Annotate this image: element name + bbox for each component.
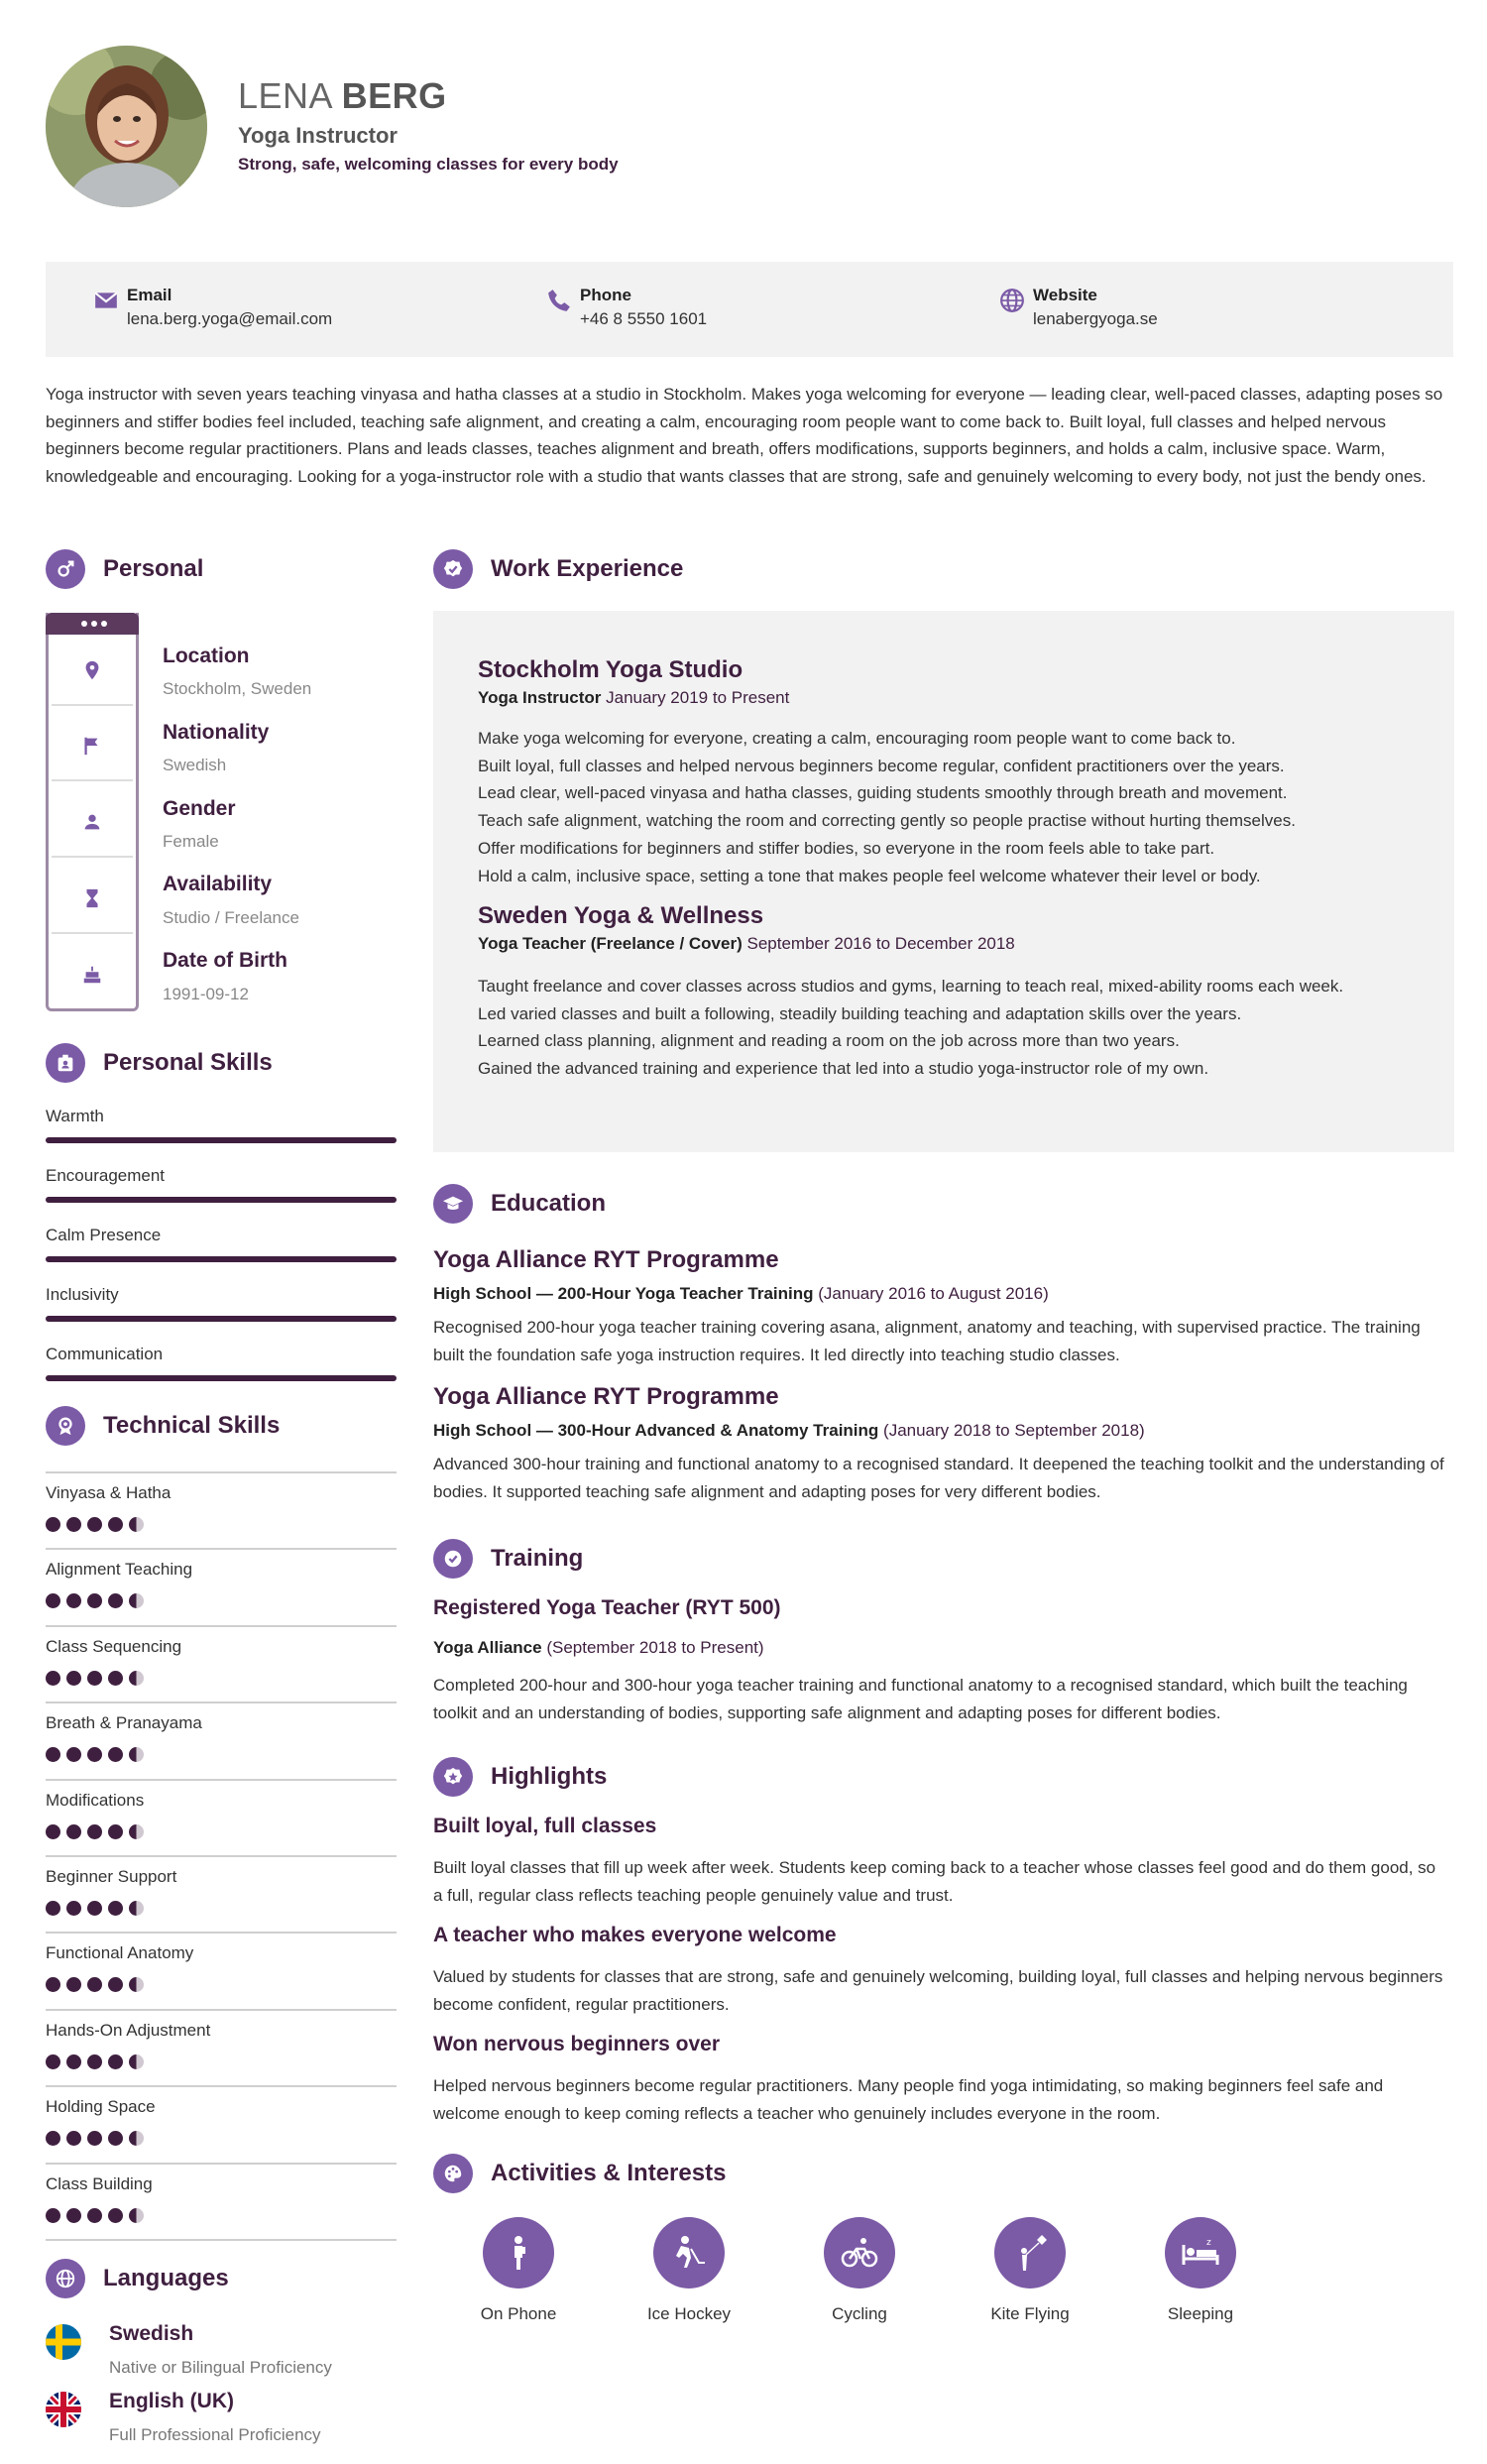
bed-icon	[1165, 2217, 1236, 2288]
technical-skill-name: Class Sequencing	[46, 1637, 182, 1656]
education-meta	[433, 1284, 1049, 1304]
job-role: Yoga Teacher (Freelance / Cover)	[478, 934, 743, 953]
website-label: Website	[1033, 286, 1097, 304]
person-icon	[52, 788, 133, 858]
job-title: Yoga Instructor	[238, 123, 398, 148]
education-dates: (January 2018 to September 2018)	[883, 1421, 1145, 1440]
phone-value[interactable]: +46 8 5550 1601	[580, 309, 708, 328]
personal-skill-bar	[46, 1375, 397, 1381]
dob-label: Date of Birth	[163, 949, 287, 972]
ice-hockey-icon	[653, 2217, 725, 2288]
training-description: Completed 200-hour and 300-hour yoga teacher training and functional anatomy to a recognised standard, which built the teaching toolkit and an understanding of bodies, supporting safe alignment and adapting poses for different bodies.	[433, 1676, 1408, 1722]
flag-icon	[52, 712, 133, 781]
star-badge-icon	[433, 1757, 473, 1797]
gender-value: Female	[163, 832, 219, 851]
rating-dot	[129, 2054, 144, 2069]
personal-skill-name: Inclusivity	[46, 1285, 119, 1304]
job-bullet: Make yoga welcoming for everyone, creating a calm, encouraging room people want to come back to.	[478, 729, 1236, 748]
training-heading: Training	[491, 1545, 584, 1572]
highlight-description: Valued by students for classes that are strong, safe and genuinely welcoming, building loyal, full classes and helping nervous beginners become confident, regular practitioners.	[433, 1967, 1443, 2014]
education-level: High School — 300-Hour Advanced & Anatomy Training	[433, 1421, 879, 1440]
job-bullet: Led varied classes and built a following, steadily building teaching and adaptation skills over the years.	[478, 1003, 1242, 1023]
rating-dot	[66, 2131, 81, 2146]
job-company: Sweden Yoga & Wellness	[478, 902, 764, 929]
website-value[interactable]: lenabergyoga.se	[1033, 309, 1158, 328]
interest-kite-flying	[961, 2217, 1099, 2324]
email-value[interactable]: lena.berg.yoga@email.com	[127, 309, 333, 328]
interests-section-header	[433, 2154, 726, 2193]
job-bullets	[478, 725, 1390, 889]
globe-icon	[999, 288, 1025, 313]
rating-dot	[66, 1977, 81, 1992]
checkmark-badge-icon	[433, 1539, 473, 1579]
technical-skill-name: Vinyasa & Hatha	[46, 1483, 172, 1502]
resume-header	[46, 46, 1443, 209]
rating-dot	[129, 1901, 144, 1916]
skill-divider	[46, 1471, 397, 1473]
skill-rating	[46, 2054, 150, 2069]
rating-dot	[46, 1901, 60, 1916]
rating-dot	[46, 2131, 60, 2146]
interest-label: Ice Hockey	[646, 2304, 732, 2323]
skill-divider	[46, 1855, 397, 1857]
nationality-label: Nationality	[163, 721, 270, 744]
rating-dot	[108, 1517, 123, 1532]
interest-label: Kite Flying	[990, 2304, 1070, 2323]
verified-badge-icon	[433, 549, 473, 589]
skill-divider	[46, 2085, 397, 2087]
rating-dot	[87, 1517, 102, 1532]
award-icon	[46, 1406, 85, 1446]
rating-dot	[129, 2208, 144, 2223]
personal-skill-name: Warmth	[46, 1107, 104, 1125]
rating-dot	[46, 1671, 60, 1686]
rating-dot	[108, 1747, 123, 1762]
technical-skill-name: Breath & Pranayama	[46, 1713, 202, 1732]
rating-dot	[87, 1671, 102, 1686]
interests-heading: Activities & Interests	[491, 2160, 727, 2186]
skill-rating	[46, 1593, 150, 1608]
location-value: Stockholm, Sweden	[163, 679, 312, 698]
last-name: BERG	[341, 75, 447, 116]
rating-dot	[129, 2131, 144, 2146]
education-level: High School — 200-Hour Yoga Teacher Training	[433, 1284, 814, 1303]
interest-label: On Phone	[480, 2304, 557, 2323]
dob-value: 1991-09-12	[163, 985, 249, 1003]
personal-skill-name: Encouragement	[46, 1166, 166, 1185]
job-meta	[478, 688, 789, 708]
rating-dot	[87, 1747, 102, 1762]
rating-dot	[87, 2054, 102, 2069]
highlight-description: Built loyal classes that fill up week after week. Students keep coming back to a teacher whose classes feel good and do them good, so a full, regular class reflects teaching people genuinely value and trust.	[433, 1858, 1436, 1905]
education-heading: Education	[491, 1190, 607, 1217]
rating-dot	[46, 2208, 60, 2223]
tagline: Strong, safe, welcoming classes for every body	[238, 155, 619, 174]
phone-icon	[546, 288, 572, 313]
rating-dot	[46, 1977, 60, 1992]
personal-panel-topbar	[46, 613, 139, 635]
language-level: Native or Bilingual Proficiency	[109, 2358, 332, 2377]
skill-divider	[46, 2239, 397, 2241]
rating-dot	[129, 1977, 144, 1992]
job-bullet: Built loyal, full classes and helped nervous beginners become regular, confident practitioners over the years.	[478, 756, 1285, 775]
personal-skill-bar	[46, 1256, 397, 1262]
svg-text:z: z	[1206, 2238, 1211, 2248]
rating-dot	[108, 2054, 123, 2069]
highlight-description: Helped nervous beginners become regular practitioners. Many people find yoga intimidating, so making beginners feel safe and welcome enough to keep coming reflects a teacher who genuinely includes everyone in the room.	[433, 2076, 1384, 2123]
education-title: Yoga Alliance RYT Programme	[433, 1383, 779, 1410]
training-section-header	[433, 1539, 583, 1579]
personal-skill-name: Communication	[46, 1345, 164, 1363]
badge-icon	[46, 1043, 85, 1083]
rating-dot	[46, 2054, 60, 2069]
rating-dot	[108, 1977, 123, 1992]
rating-dot	[129, 1671, 144, 1686]
rating-dot	[66, 2208, 81, 2223]
rating-dot	[87, 1824, 102, 1839]
skill-rating	[46, 1901, 150, 1916]
skill-divider	[46, 2163, 397, 2165]
interest-on-phone	[449, 2217, 588, 2324]
technical-skill-name: Hands-On Adjustment	[46, 2021, 211, 2040]
rating-dot	[87, 2208, 102, 2223]
rating-dot	[46, 1747, 60, 1762]
skill-rating	[46, 1517, 150, 1532]
training-meta	[433, 1638, 764, 1658]
education-title: Yoga Alliance RYT Programme	[433, 1246, 779, 1273]
kite-icon	[994, 2217, 1066, 2288]
availability-label: Availability	[163, 873, 273, 895]
rating-dot	[66, 1747, 81, 1762]
rating-dot	[108, 2131, 123, 2146]
rating-dot	[46, 1517, 60, 1532]
technical-skills-heading: Technical Skills	[103, 1412, 281, 1439]
skill-divider	[46, 1625, 397, 1627]
job-bullet: Taught freelance and cover classes across studios and gyms, learning to teach real, mixed-ability rooms each week.	[478, 977, 1344, 996]
gender-label: Gender	[163, 797, 236, 820]
training-dates: (September 2018 to Present)	[546, 1638, 764, 1657]
contact-bar	[46, 262, 1453, 357]
skill-divider	[46, 2009, 397, 2011]
email-label: Email	[127, 286, 172, 304]
phone-person-icon	[483, 2217, 554, 2288]
training-title: Registered Yoga Teacher (RYT 500)	[433, 1596, 781, 1619]
job-bullet: Learned class planning, alignment and reading a room on the job across more than two years.	[478, 1031, 1180, 1051]
personal-skill-bar	[46, 1197, 397, 1203]
job-bullet: Teach safe alignment, watching the room and correcting gently so people practise without hurting themselves.	[478, 811, 1296, 831]
technical-skills-section-header	[46, 1406, 280, 1446]
graduation-cap-icon	[433, 1184, 473, 1224]
gender-symbol-icon	[46, 549, 85, 589]
job-bullet: Lead clear, well-paced vinyasa and hatha classes, guiding students smoothly through breath and movement.	[478, 783, 1288, 803]
rating-dot	[66, 2054, 81, 2069]
interest-cycling	[790, 2217, 929, 2324]
personal-section-header	[46, 549, 203, 589]
location-label: Location	[163, 645, 250, 667]
profile-photo	[46, 46, 207, 207]
education-description: Advanced 300-hour training and functional anatomy to a recognised standard. It deepened the teaching toolkit and the understanding of bodies. It supported teaching safe alignment and adapting poses for very different bodies.	[433, 1455, 1444, 1501]
globe-icon	[46, 2259, 85, 2298]
highlight-title: Won nervous beginners over	[433, 2033, 721, 2055]
rating-dot	[46, 1593, 60, 1608]
job-bullet: Offer modifications for beginners and stiffer bodies, so everyone in the room feels able to take part.	[478, 838, 1215, 858]
rating-dot	[87, 2131, 102, 2146]
rating-dot	[108, 1901, 123, 1916]
rating-dot	[87, 1901, 102, 1916]
rating-dot	[66, 1901, 81, 1916]
rating-dot	[66, 1517, 81, 1532]
rating-dot	[129, 1593, 144, 1608]
technical-skill-name: Holding Space	[46, 2097, 156, 2116]
cake-icon	[52, 940, 133, 1009]
availability-value: Studio / Freelance	[163, 908, 299, 927]
education-description: Recognised 200-hour yoga teacher training covering asana, alignment, anatomy and teaching, with supervised practice. The training built the foundation safe yoga instruction requires. It led directly into teaching studio classes.	[433, 1318, 1421, 1364]
highlights-section-header	[433, 1757, 607, 1797]
rating-dot	[129, 1747, 144, 1762]
skill-rating	[46, 1977, 150, 1992]
first-name: LENA	[238, 75, 332, 116]
skill-divider	[46, 1548, 397, 1550]
skill-rating	[46, 2131, 150, 2146]
technical-skill-name: Modifications	[46, 1791, 145, 1810]
language-level: Full Professional Proficiency	[109, 2425, 321, 2444]
rating-dot	[66, 1671, 81, 1686]
skill-rating	[46, 1747, 150, 1762]
rating-dot	[108, 1593, 123, 1608]
rating-dot	[66, 1824, 81, 1839]
work-heading: Work Experience	[491, 555, 684, 582]
languages-section-header	[46, 2259, 229, 2298]
technical-skill-name: Functional Anatomy	[46, 1943, 194, 1962]
job-meta	[478, 934, 1015, 954]
rating-dot	[129, 1517, 144, 1532]
technical-skill-name: Alignment Teaching	[46, 1560, 193, 1579]
uk-flag-icon	[46, 2392, 81, 2427]
personal-heading: Personal	[103, 555, 204, 582]
highlight-title: A teacher who makes everyone welcome	[433, 1924, 837, 1946]
rating-dot	[129, 1824, 144, 1839]
hourglass-icon	[52, 865, 133, 934]
personal-skills-section-header	[46, 1043, 273, 1083]
skill-divider	[46, 1701, 397, 1703]
palette-icon	[433, 2154, 473, 2193]
rating-dot	[108, 1671, 123, 1686]
rating-dot	[108, 1824, 123, 1839]
full-name	[238, 75, 447, 117]
job-role: Yoga Instructor	[478, 688, 602, 707]
job-bullet: Hold a calm, inclusive space, setting a tone that makes people feel welcome whatever their level or body.	[478, 866, 1261, 885]
language-name: Swedish	[109, 2322, 194, 2345]
education-dates: (January 2016 to August 2016)	[818, 1284, 1049, 1303]
nationality-value: Swedish	[163, 756, 227, 774]
sweden-flag-icon	[46, 2324, 81, 2360]
job-bullet: Gained the advanced training and experience that led into a studio yoga-instructor role of my own.	[478, 1059, 1209, 1079]
work-section-header	[433, 549, 683, 589]
summary-text: Yoga instructor with seven years teaching vinyasa and hatha classes at a studio in Stockholm. Makes yoga welcoming for everyone — leading clear, well-paced classes, adapting poses so beginners and stiffer bodies feel included, teaching safe alignment, and creating a calm, encouraging room people want to come back to. Built loyal, full classes and helped nervous beginners become regular practitioners. Plans and leads classes, teaches alignment and breath, offers modifications, supports beginners, and holds a calm, inclusive space. Warm, knowledgeable and encouraging. Looking for a yoga-instructor role with a studio that wants classes that are strong, safe and genuinely welcoming to every body, not just the bendy ones.	[46, 385, 1443, 486]
phone-label: Phone	[580, 286, 631, 304]
skill-divider	[46, 1932, 397, 1934]
rating-dot	[87, 1977, 102, 1992]
bicycle-icon	[824, 2217, 895, 2288]
language-name: English (UK)	[109, 2390, 234, 2412]
skill-rating	[46, 1671, 150, 1686]
rating-dot	[108, 2208, 123, 2223]
rating-dot	[66, 1593, 81, 1608]
training-org: Yoga Alliance	[433, 1638, 542, 1657]
personal-skills-heading: Personal Skills	[103, 1049, 273, 1076]
job-dates: January 2019 to Present	[606, 688, 790, 707]
skill-divider	[46, 1779, 397, 1781]
skill-rating	[46, 2208, 150, 2223]
technical-skill-name: Class Building	[46, 2174, 153, 2193]
languages-heading: Languages	[103, 2265, 229, 2291]
personal-skill-bar	[46, 1137, 397, 1143]
rating-dot	[46, 1824, 60, 1839]
job-company: Stockholm Yoga Studio	[478, 656, 744, 683]
email-icon	[93, 288, 119, 313]
rating-dot	[87, 1593, 102, 1608]
interest-ice-hockey	[620, 2217, 758, 2324]
location-pin-icon	[52, 637, 133, 706]
highlight-title: Built loyal, full classes	[433, 1815, 657, 1837]
education-meta	[433, 1421, 1145, 1441]
personal-skill-bar	[46, 1316, 397, 1322]
job-dates: September 2016 to December 2018	[746, 934, 1015, 953]
interest-sleeping	[1131, 2217, 1270, 2324]
interest-label: Cycling	[832, 2304, 887, 2323]
technical-skill-name: Beginner Support	[46, 1867, 177, 1886]
interest-label: Sleeping	[1167, 2304, 1234, 2323]
highlights-heading: Highlights	[491, 1763, 608, 1790]
personal-skill-name: Calm Presence	[46, 1226, 162, 1244]
skill-rating	[46, 1824, 150, 1839]
job-bullets	[478, 973, 1370, 1083]
education-section-header	[433, 1184, 606, 1224]
